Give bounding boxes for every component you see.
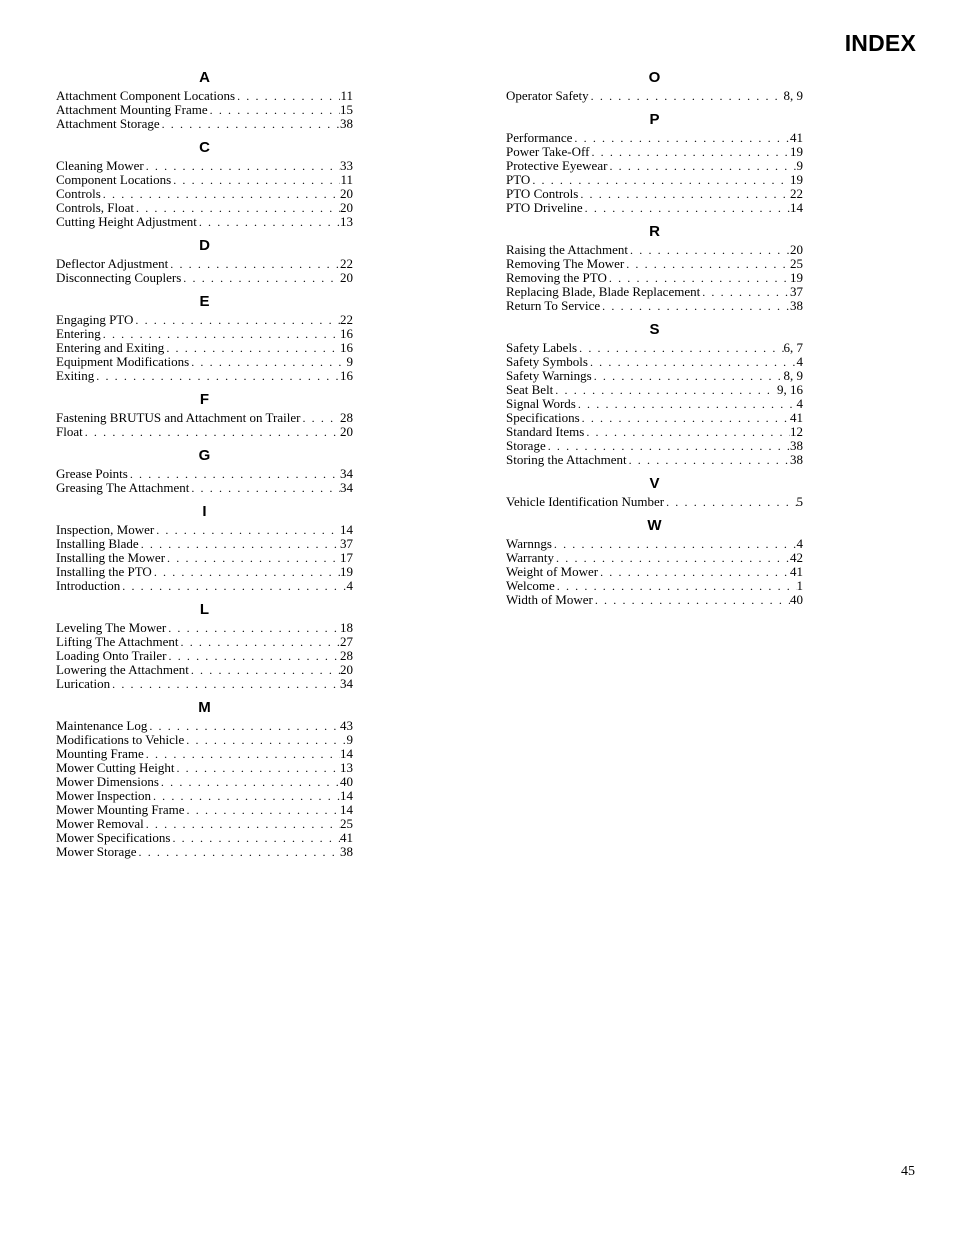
entry-page: 20 [340,662,353,677]
dot-leader [171,173,340,187]
section-letter: L [199,601,210,618]
entry-term: Engaging PTO [56,312,134,327]
index-entry [56,411,353,425]
entry-page: 37 [340,536,353,551]
entry-term: Mower Specifications [56,830,171,845]
entry-term: Specifications [506,410,580,425]
entry-term: Performance [506,130,573,145]
dot-leader [576,397,797,411]
index-entry [506,411,803,425]
index-entry [56,271,353,285]
entry-term: Equipment Modifications [56,354,190,369]
entry-page: 20 [340,200,353,215]
entry-term: Protective Eyewear [506,158,608,173]
dot-leader [197,215,340,229]
entry-page: 38 [790,298,803,313]
entry-term: Installing Blade [56,536,139,551]
index-entry [56,341,353,355]
entry-page: 4 [796,354,803,369]
entry-term: Modifications to Vehicle [56,732,185,747]
entry-page: 38 [790,438,803,453]
index-entry [56,187,353,201]
entry-term: Disconnecting Couplers [56,270,182,285]
dot-leader [144,817,340,831]
entry-page: 1 [796,578,803,593]
entry-term: Width of Mower [506,592,593,607]
dot-leader [580,411,790,425]
index-entry [56,369,353,383]
dot-leader [164,341,340,355]
dot-leader [159,775,340,789]
entry-term: Fastening BRUTUS and Attachment on Trailer [56,410,301,425]
entry-page: 33 [340,158,353,173]
dot-leader [166,621,340,635]
index-section [506,69,803,103]
index-entry [56,845,353,859]
index-entry [56,635,353,649]
dot-leader [184,733,346,747]
dot-leader [181,271,340,285]
dot-leader [700,285,790,299]
index-entry [56,817,353,831]
index-entry [56,733,353,747]
entry-term: Raising the Attachment [506,242,629,257]
page-number: 45 [901,1164,915,1179]
dot-leader [189,481,340,495]
entry-term: Inspection, Mower [56,522,155,537]
dot-leader [584,425,790,439]
index-entry [56,327,353,341]
index-entry [56,649,353,663]
dot-leader [101,187,340,201]
dot-leader [628,243,790,257]
index-entry [506,579,803,593]
page-title: INDEX [844,30,916,56]
index-entry [56,831,353,845]
entry-page: 40 [340,774,353,789]
index-entry [506,243,803,257]
entry-term: Welcome [506,578,555,593]
entry-page: 9 [346,732,353,747]
entry-page: 11 [340,88,353,103]
entry-term: Entering [56,326,101,341]
index-section [506,517,803,607]
index-entry [506,285,803,299]
index-entry [56,789,353,803]
index-section [56,293,353,383]
entry-page: 34 [340,676,353,691]
entry-term: Replacing Blade, Blade Replacement [506,284,701,299]
dot-leader [589,145,790,159]
index-entry [56,159,353,173]
section-letter: I [202,503,207,520]
entry-page: 19 [340,564,353,579]
entry-term: Storage [506,438,546,453]
entry-term: Removing The Mower [506,256,625,271]
dot-leader [160,117,340,131]
index-entry [506,201,803,215]
entry-term: Vehicle Identification Number [506,494,665,509]
index-entry [56,173,353,187]
entry-term: Mower Cutting Height [56,760,175,775]
index-entry [506,159,803,173]
entry-term: Introduction [56,578,121,593]
index-entry [506,593,803,607]
dot-leader [554,551,790,565]
index-entry [506,145,803,159]
index-section [506,475,803,509]
index-entry [56,579,353,593]
dot-leader [128,467,340,481]
section-letter: F [199,391,210,408]
index-entry [56,257,353,271]
index-entry [56,313,353,327]
entry-term: Storing the Attachment [506,452,627,467]
entry-term: Operator Safety [506,88,589,103]
entry-page: 11 [340,172,353,187]
index-entry [56,117,353,131]
dot-leader [592,369,784,383]
index-entry [56,719,353,733]
dot-leader [552,537,797,551]
dot-leader [577,341,783,355]
index-section [56,601,353,691]
index-section [56,503,353,593]
entry-page: 4 [796,536,803,551]
entry-term: Mounting Frame [56,746,144,761]
entry-page: 34 [340,480,353,495]
dot-leader [144,159,340,173]
section-letter: S [649,321,660,338]
index-entry [506,495,803,509]
entry-term: Component Locations [56,172,172,187]
dot-leader [300,411,340,425]
dot-leader [189,355,346,369]
entry-page: 9 [796,158,803,173]
index-entry [506,173,803,187]
entry-page: 25 [790,256,803,271]
index-entry [506,565,803,579]
entry-term: Controls [56,186,101,201]
entry-term: Deflector Adjustment [56,256,169,271]
entry-term: PTO Controls [506,186,579,201]
dot-leader [170,831,340,845]
dot-leader [144,747,340,761]
dot-leader [185,803,340,817]
entry-page: 25 [340,816,353,831]
index-entry [56,803,353,817]
entry-page: 20 [340,270,353,285]
entry-term: Loading Onto Trailer [56,648,167,663]
dot-leader [154,523,340,537]
section-letter: E [199,293,210,310]
index-entry [506,271,803,285]
entry-term: Float [56,424,83,439]
dot-leader [167,649,341,663]
index-entry [56,481,353,495]
dot-leader [120,579,346,593]
entry-page: 8, 9 [783,88,803,103]
entry-term: Seat Belt [506,382,554,397]
index-section [56,391,353,439]
entry-page: 38 [340,844,353,859]
dot-leader [151,789,340,803]
dot-leader [607,159,796,173]
dot-leader [578,187,790,201]
entry-page: 20 [340,424,353,439]
entry-page: 22 [340,256,353,271]
entry-term: Standard Items [506,424,585,439]
entry-term: Attachment Mounting Frame [56,102,208,117]
index-entry [506,299,803,313]
entry-page: 17 [340,550,353,565]
entry-term: Weight of Mower [506,564,599,579]
section-letter: W [647,517,662,534]
index-entry [506,257,803,271]
entry-page: 9, 16 [777,382,803,397]
index-entry [506,383,803,397]
index-entry [56,467,353,481]
dot-leader [627,453,790,467]
dot-leader [134,201,340,215]
entry-page: 28 [340,648,353,663]
dot-leader [589,89,784,103]
dot-leader [583,201,790,215]
entry-term: Leveling The Mower [56,620,167,635]
index-entry [506,355,803,369]
entry-term: Mower Storage [56,844,137,859]
entry-page: 37 [790,284,803,299]
entry-term: Mower Removal [56,816,144,831]
entry-page: 20 [340,186,353,201]
entry-page: 16 [340,326,353,341]
entry-term: Cutting Height Adjustment [56,214,197,229]
entry-term: Grease Points [56,466,128,481]
dot-leader [600,299,790,313]
index-entry [56,747,353,761]
entry-page: 22 [790,186,803,201]
entry-page: 27 [340,634,353,649]
entry-page: 5 [796,494,803,509]
entry-page: 14 [790,200,803,215]
entry-page: 14 [340,788,353,803]
entry-term: Cleaning Mower [56,158,144,173]
entry-term: Safety Labels [506,340,578,355]
entry-term: Installing the Mower [56,550,166,565]
entry-page: 22 [340,312,353,327]
index-column-left [56,69,353,859]
entry-page: 42 [790,550,803,565]
entry-term: Attachment Storage [56,116,160,131]
entry-term: Return To Service [506,298,601,313]
dot-leader [189,663,340,677]
entry-page: 41 [340,830,353,845]
dot-leader [208,103,340,117]
dot-leader [546,439,790,453]
dot-leader [588,355,797,369]
index-entry [506,453,803,467]
dot-leader [147,719,340,733]
entry-page: 13 [340,760,353,775]
dot-leader [553,383,777,397]
entry-page: 13 [340,214,353,229]
entry-term: Removing the PTO [506,270,607,285]
index-entry [56,201,353,215]
entry-term: Maintenance Log [56,718,148,733]
entry-page: 41 [790,130,803,145]
index-section [56,139,353,229]
entry-page: 14 [340,802,353,817]
entry-page: 6, 7 [783,340,803,355]
entry-term: PTO Driveline [506,200,583,215]
index-entry [506,89,803,103]
dot-leader [235,89,340,103]
index-entry [506,369,803,383]
index-section [56,699,353,859]
dot-leader [572,131,790,145]
index-entry [56,425,353,439]
entry-page: 41 [790,410,803,425]
index-section [56,447,353,495]
entry-page: 15 [340,102,353,117]
entry-term: Mower Mounting Frame [56,802,185,817]
index-entry [56,103,353,117]
index-entry [56,523,353,537]
index-entry [56,663,353,677]
dot-leader [133,313,340,327]
entry-page: 28 [340,410,353,425]
entry-page: 38 [340,116,353,131]
entry-term: Warranty [506,550,555,565]
entry-term: PTO [506,172,531,187]
entry-term: Safety Warnings [506,368,592,383]
entry-page: 8, 9 [783,368,803,383]
dot-leader [168,257,340,271]
index-entry [506,341,803,355]
entry-page: 14 [340,746,353,761]
entry-page: 14 [340,522,353,537]
section-letter: C [199,139,210,156]
dot-leader [110,677,340,691]
entry-page: 20 [790,242,803,257]
entry-page: 19 [790,172,803,187]
index-entry [56,677,353,691]
index-entry [56,537,353,551]
index-entry [506,439,803,453]
section-letter: M [198,699,211,716]
dot-leader [83,425,340,439]
entry-page: 4 [796,396,803,411]
index-entry [56,621,353,635]
entry-page: 34 [340,466,353,481]
index-entry [56,89,353,103]
index-entry [506,425,803,439]
section-letter: D [199,237,210,254]
section-letter: A [199,69,210,86]
entry-page: 41 [790,564,803,579]
entry-term: Greasing The Attachment [56,480,190,495]
index-entry [506,537,803,551]
index-section [56,237,353,285]
entry-page: 9 [346,354,353,369]
entry-term: Mower Inspection [56,788,151,803]
entry-term: Lurication [56,676,111,691]
index-entry [56,215,353,229]
dot-leader [624,257,790,271]
section-letter: G [198,447,211,464]
index-entry [506,397,803,411]
dot-leader [152,565,340,579]
dot-leader [139,537,340,551]
entry-term: Signal Words [506,396,576,411]
entry-term: Lifting The Attachment [56,634,179,649]
index-section [506,321,803,467]
dot-leader [555,579,797,593]
index-section [506,223,803,313]
dot-leader [598,565,790,579]
dot-leader [179,635,340,649]
index-entry [56,761,353,775]
index-column-right [506,69,803,607]
dot-leader [607,271,790,285]
entry-page: 16 [340,340,353,355]
index-section [506,111,803,215]
index-entry [56,355,353,369]
section-letter: R [649,223,660,240]
entry-term: Entering and Exiting [56,340,165,355]
dot-leader [593,593,790,607]
dot-leader [137,845,340,859]
index-entry [56,775,353,789]
entry-page: 43 [340,718,353,733]
entry-page: 40 [790,592,803,607]
entry-term: Controls, Float [56,200,135,215]
index-section [56,69,353,131]
entry-term: Mower Dimensions [56,774,159,789]
dot-leader [165,551,340,565]
index-entry [506,187,803,201]
dot-leader [94,369,340,383]
entry-term: Safety Symbols [506,354,588,369]
dot-leader [174,761,340,775]
entry-page: 16 [340,368,353,383]
dot-leader [530,173,790,187]
entry-page: 19 [790,270,803,285]
index-entry [506,131,803,145]
entry-page: 19 [790,144,803,159]
entry-term: Installing the PTO [56,564,152,579]
entry-term: Power Take-Off [506,144,590,159]
dot-leader [101,327,340,341]
entry-page: 18 [340,620,353,635]
entry-page: 12 [790,424,803,439]
dot-leader [664,495,796,509]
entry-page: 4 [346,578,353,593]
index-entry [56,565,353,579]
entry-term: Exiting [56,368,95,383]
section-letter: V [649,475,660,492]
index-entry [56,551,353,565]
entry-term: Lowering the Attachment [56,662,189,677]
index-entry [506,551,803,565]
section-letter: P [649,111,660,128]
section-letter: O [648,69,661,86]
entry-page: 38 [790,452,803,467]
entry-term: Attachment Component Locations [56,88,236,103]
entry-term: Warnngs [506,536,552,551]
